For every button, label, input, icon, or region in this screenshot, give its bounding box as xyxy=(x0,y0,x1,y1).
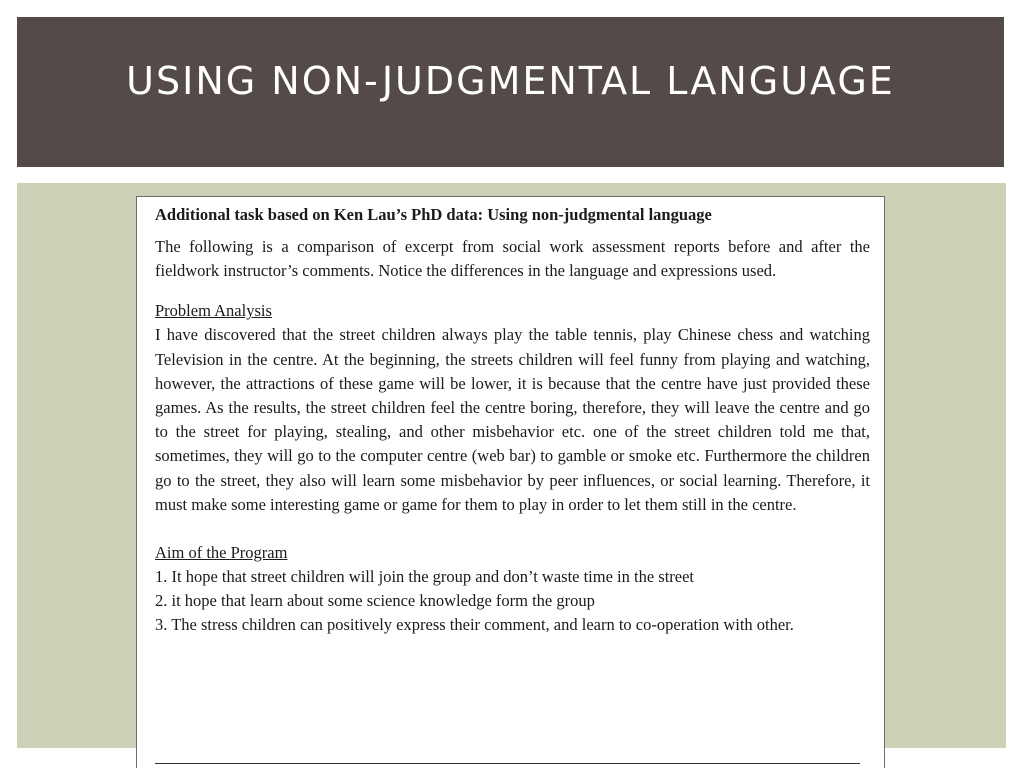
aim-item-3: 3. The stress children can positively express their comment, and learn to co-operation with other. xyxy=(155,615,794,635)
document-divider xyxy=(155,763,860,764)
aim-item-2: 2. it hope that learn about some science knowledge form the group xyxy=(155,591,595,611)
intro-paragraph: The following is a comparison of excerpt from social work assessment reports before and after the fieldwork instructor’s comments. Notice the differences in the language and expressions used. xyxy=(155,237,870,281)
title-bar xyxy=(17,17,1004,167)
document-image xyxy=(136,196,885,768)
aim-title: Aim of the Program xyxy=(155,543,288,563)
problem-analysis-body: I have discovered that the street children always play the table tennis, play Chinese chess and watching Television in the centre. At the beginning, the streets children will feel funny from playing and watching, however, the attractions of these game will be lower, it is because that the centre have just provided these games. As the results, the street children feel the centre boring, therefore, they will leave the centre and go to the street for playing, stealing, and other misbehavior etc. one of the street children told me that, sometimes, they will go to the computer centre (web bar) to gamble or smoke etc. Furthermore the children go to the street, they also will learn some misbehavior by peer influences, or social learning. Therefore, it must make some interesting game or game for them to play in order to let them still in the centre. xyxy=(155,325,870,514)
problem-analysis-title: Problem Analysis xyxy=(155,301,272,321)
aim-item-1: 1. It hope that street children will join the group and don’t waste time in the street xyxy=(155,567,695,587)
document-heading: Additional task based on Ken Lau’s PhD data: Using non-judgmental language xyxy=(155,205,712,224)
slide-title: USING NON-JUDGMENTAL LANGUAGE xyxy=(126,58,895,103)
